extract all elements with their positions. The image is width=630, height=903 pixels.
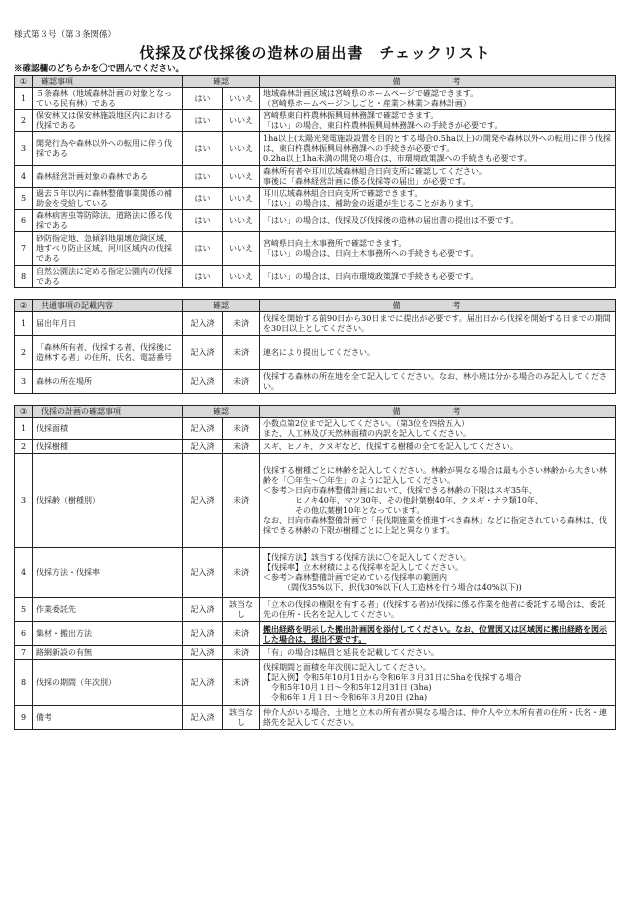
row-number: 1	[15, 418, 33, 440]
table-row	[15, 706, 616, 730]
filled-option[interactable]: 記入済	[183, 440, 223, 454]
row-number: 3	[15, 370, 33, 394]
row-item: 伐採齢（樹種別）	[33, 454, 183, 548]
row-number: 9	[15, 706, 33, 730]
not-applicable-option[interactable]: 該当なし	[223, 706, 260, 730]
row-number: 2	[15, 110, 33, 132]
section2-table	[14, 299, 616, 394]
table-row	[15, 266, 616, 288]
no-option[interactable]: いいえ	[223, 266, 260, 288]
row-item: 伐採の期間（年次別）	[33, 660, 183, 706]
section2-header	[15, 300, 616, 312]
section1-remarks-header: 備 考	[260, 76, 616, 88]
instruction-note: ※確認欄のどちらかを〇で囲んでください。	[14, 64, 185, 74]
filled-option[interactable]: 記入済	[183, 598, 223, 622]
row-number: 4	[15, 166, 33, 188]
table-row	[15, 210, 616, 232]
section2-title: 共通事項の記載内容	[33, 300, 183, 312]
no-option[interactable]: いいえ	[223, 232, 260, 266]
row-remark-emphasis: 搬出経路を明示した搬出計画図を添付してください。なお、位置図又は区域図に搬出経路を図示した場合は、提出不要です。	[260, 622, 616, 646]
unfilled-option[interactable]: 未済	[223, 312, 260, 336]
row-item: 「森林所有者、伐採する者、伐採後に造林する者」の住所、氏名、電話番号	[33, 336, 183, 370]
section1-header	[15, 76, 616, 88]
row-remark: スギ、ヒノキ、クヌギなど、伐採する樹種の全てを記入してください。	[260, 440, 616, 454]
form-number: 様式第３号（第３条関係）	[14, 30, 117, 40]
row-item: 砂防指定地、急傾斜地崩壊危険区域、地すべり防止区域、河川区域内の伐採である	[33, 232, 183, 266]
row-remark: 宮崎県日向土木事務所で確認できます。 「はい」の場合は、日向土木事務所への手続きも必要です。	[260, 232, 616, 266]
row-remark: 「有」の場合は幅員と延長を記載してください。	[260, 646, 616, 660]
yes-option[interactable]: はい	[183, 188, 223, 210]
row-remark: 伐採を開始する前90日から30日までに提出が必要です。届出日から伐採を開始する日までの期間を30日以上としてください。	[260, 312, 616, 336]
table-row	[15, 598, 616, 622]
row-item: 集材・搬出方法	[33, 622, 183, 646]
row-number: 4	[15, 548, 33, 598]
unfilled-option[interactable]: 未済	[223, 440, 260, 454]
no-option[interactable]: いいえ	[223, 132, 260, 166]
row-item: 開発行為や森林以外への転用に伴う伐採である	[33, 132, 183, 166]
section2-confirm-header: 確認	[183, 300, 260, 312]
row-remark: 「はい」の場合は、日向市環境政策課で手続きも必要です。	[260, 266, 616, 288]
row-number: 1	[15, 88, 33, 110]
section3-table	[14, 405, 616, 730]
row-remark: 地域森林計画区域は宮崎県のホームページで確認できます。 （宮崎県ホームページ＞しごと・産業＞林業＞森林計画）	[260, 88, 616, 110]
filled-option[interactable]: 記入済	[183, 548, 223, 598]
not-applicable-option[interactable]: 該当なし	[223, 598, 260, 622]
page-title: 伐採及び伐採後の造林の届出書 チェックリスト	[139, 44, 491, 62]
row-number: 3	[15, 454, 33, 548]
row-item: 伐採樹種	[33, 440, 183, 454]
section1-number: ①	[15, 76, 33, 88]
section3-confirm-header: 確認	[183, 406, 260, 418]
unfilled-option[interactable]: 未済	[223, 336, 260, 370]
row-remark: 1ha以上(太陽光発電施設設置を目的とする場合0.5ha以上)の開発や森林以外への転用に伴う伐採は、東臼杵農林振興局林務課への手続きが必要です。 0.2ha以上1ha未満の開発の場合は、市環境政策課への手続きも必要です。	[260, 132, 616, 166]
row-item: 作業委託先	[33, 598, 183, 622]
table-row	[15, 622, 616, 646]
row-remark: 仲介人がいる場合、土地と立木の所有者が異なる場合は、仲介人や立木所有者の住所・氏名・連絡先を記入してください。	[260, 706, 616, 730]
row-item: 伐採方法・伐採率	[33, 548, 183, 598]
no-option[interactable]: いいえ	[223, 166, 260, 188]
unfilled-option[interactable]: 未済	[223, 370, 260, 394]
no-option[interactable]: いいえ	[223, 210, 260, 232]
filled-option[interactable]: 記入済	[183, 622, 223, 646]
section3-remarks-header: 備 考	[260, 406, 616, 418]
table-row	[15, 312, 616, 336]
filled-option[interactable]: 記入済	[183, 660, 223, 706]
unfilled-option[interactable]: 未済	[223, 622, 260, 646]
row-item: 森林経営計画対象の森林である	[33, 166, 183, 188]
table-row	[15, 440, 616, 454]
row-remark: 「はい」の場合は、伐採及び伐採後の造林の届出書の提出は不要です。	[260, 210, 616, 232]
row-item: 路網新設の有無	[33, 646, 183, 660]
row-number: 5	[15, 188, 33, 210]
table-row	[15, 188, 616, 210]
unfilled-option[interactable]: 未済	[223, 646, 260, 660]
yes-option[interactable]: はい	[183, 210, 223, 232]
section3-title: 伐採の計画の確認事項	[33, 406, 183, 418]
yes-option[interactable]: はい	[183, 266, 223, 288]
filled-option[interactable]: 記入済	[183, 454, 223, 548]
row-item: 保安林又は保安林施設地区内における伐採である	[33, 110, 183, 132]
table-row	[15, 370, 616, 394]
row-remark: 伐採する森林の所在地を全て記入してください。なお、林小班は分かる場合のみ記入してください。	[260, 370, 616, 394]
section3-header	[15, 406, 616, 418]
filled-option[interactable]: 記入済	[183, 706, 223, 730]
table-row	[15, 232, 616, 266]
row-remark: 小数点第2位まで記入してください。（第3位を四捨五入） また、人工林及び天然林面積の内訳を記入してください。	[260, 418, 616, 440]
yes-option[interactable]: はい	[183, 88, 223, 110]
row-number: 7	[15, 646, 33, 660]
row-remark: 宮崎県東臼杵農林振興局林務課で確認できます。 「はい」の場合、東臼杵農林振興局林務課への手続きが必要です。	[260, 110, 616, 132]
unfilled-option[interactable]: 未済	[223, 454, 260, 548]
table-row	[15, 110, 616, 132]
filled-option[interactable]: 記入済	[183, 336, 223, 370]
unfilled-option[interactable]: 未済	[223, 548, 260, 598]
row-number: 5	[15, 598, 33, 622]
table-row	[15, 646, 616, 660]
row-item: 届出年月日	[33, 312, 183, 336]
yes-option[interactable]: はい	[183, 166, 223, 188]
row-number: 7	[15, 232, 33, 266]
section2-remarks-header: 備 考	[260, 300, 616, 312]
section3-number: ③	[15, 406, 33, 418]
filled-option[interactable]: 記入済	[183, 312, 223, 336]
yes-option[interactable]: はい	[183, 232, 223, 266]
table-row	[15, 418, 616, 440]
table-row	[15, 88, 616, 110]
row-number: 8	[15, 660, 33, 706]
row-number: 6	[15, 622, 33, 646]
row-item: 備考	[33, 706, 183, 730]
row-item: 森林病害虫等防除法、道路法に係る伐採である	[33, 210, 183, 232]
row-number: 1	[15, 312, 33, 336]
table-row	[15, 166, 616, 188]
table-row	[15, 548, 616, 598]
row-remark: 「立木の伐採の権限を有する者」(伐採する者)が伐採に係る作業を他者に委託する場合は、委託先の住所・氏名を記入してください。	[260, 598, 616, 622]
table-row	[15, 454, 616, 548]
row-item: 過去５年以内に森林整備事業関係の補助金を受給している	[33, 188, 183, 210]
section2-number: ②	[15, 300, 33, 312]
unfilled-option[interactable]: 未済	[223, 418, 260, 440]
row-number: 6	[15, 210, 33, 232]
no-option[interactable]: いいえ	[223, 110, 260, 132]
filled-option[interactable]: 記入済	[183, 370, 223, 394]
yes-option[interactable]: はい	[183, 132, 223, 166]
row-remark: 森林所有者や耳川広域森林組合日向支所に確認してください。 事後に「森林経営計画に係る伐採等の届出」が必要です。	[260, 166, 616, 188]
yes-option[interactable]: はい	[183, 110, 223, 132]
row-remark: 【伐採方法】該当する伐採方法に〇を記入してください。 【伐採率】立木材積による伐採率を記入してください。 ＜参考＞森林整備計画で定めている伐採率の範囲内 （間伐35%以下、択伐30%以下(人工造林を行う場合は40%以下))	[260, 548, 616, 598]
row-item: 伐採面積	[33, 418, 183, 440]
row-number: 2	[15, 440, 33, 454]
no-option[interactable]: いいえ	[223, 188, 260, 210]
table-row	[15, 132, 616, 166]
section1-title: 確認事項	[33, 76, 183, 88]
no-option[interactable]: いいえ	[223, 88, 260, 110]
row-number: 2	[15, 336, 33, 370]
table-row	[15, 660, 616, 706]
section1-table	[14, 75, 616, 288]
row-item: 自然公園法に定める指定公園内の伐採である	[33, 266, 183, 288]
row-remark: 連名により提出してください。	[260, 336, 616, 370]
table-row	[15, 336, 616, 370]
row-number: 3	[15, 132, 33, 166]
unfilled-option[interactable]: 未済	[223, 660, 260, 706]
row-remark: 耳川広域森林組合日向支所で確認できます。 「はい」の場合は、補助金の返還が生じることがあります。	[260, 188, 616, 210]
section1-confirm-header: 確認	[183, 76, 260, 88]
row-item: 森林の所在場所	[33, 370, 183, 394]
row-remark: 伐採する樹種ごとに林齢を記入してください。林齢が異なる場合は最も小さい林齢から大きい林齢を「〇年生～〇年生」のように記入してください。 ＜参考＞日向市森林整備計画において、伐採できる林齢の下限はスギ35年、 ヒノキ40年、マツ30年、その他針葉樹40年、クヌギ・ナラ類10年、 その他広葉樹10年となっています。 なお、日向市森林整備計画で「長伐期施業を推進すべき森林」などに指定されている森林は、伐採できる林齢の下限が樹種ごとに上記と異なります。	[260, 454, 616, 548]
row-remark: 伐採期間と面積を年次別に記入してください。 【記入例】令和5年10月1日から令和6年３月31日に5haを伐採する場合 令和5年10月１日～令和5年12月31日 (3ha) 令和6年１月１日～令和6年３月20日 (2ha)	[260, 660, 616, 706]
row-item: ５条森林（地域森林計画の対象となっている民有林）である	[33, 88, 183, 110]
filled-option[interactable]: 記入済	[183, 418, 223, 440]
filled-option[interactable]: 記入済	[183, 646, 223, 660]
row-number: 8	[15, 266, 33, 288]
